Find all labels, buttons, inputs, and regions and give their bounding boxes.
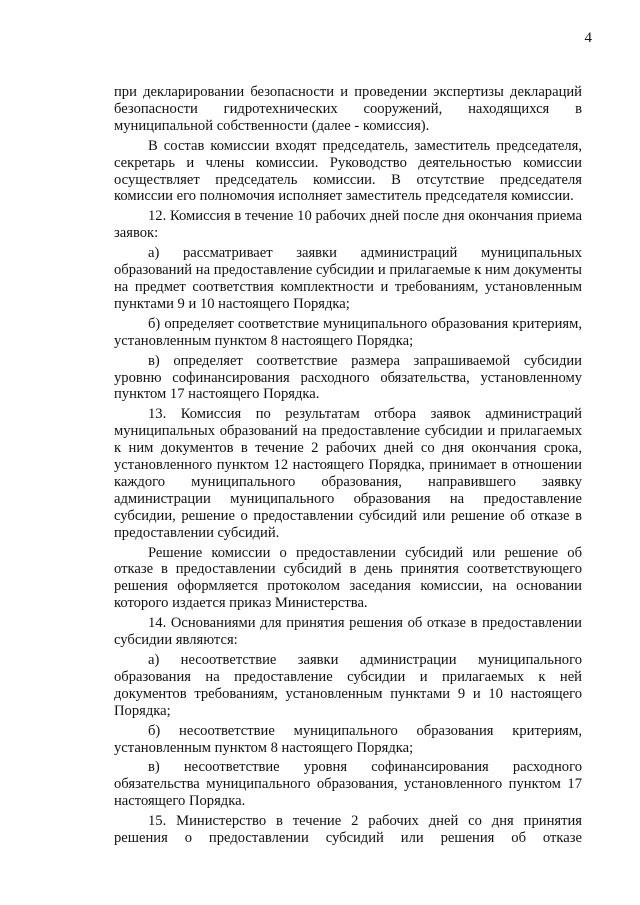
paragraph-item-14-c: в) несоответствие уровня софинансирования расходного обязательства муниципального образования, установленного пунктом 17 настоящего Порядка. xyxy=(114,759,582,810)
page-number: 4 xyxy=(584,30,592,46)
paragraph-item-12-b: б) определяет соответствие муниципального образования критериям, установленным пунктом 8 настоящего Порядка; xyxy=(114,315,582,349)
paragraph-commission-intro: при декларировании безопасности и проведении экспертизы деклараций безопасности гидротехнических сооружений, находящихся в муниципальной собственности (далее - комиссия). xyxy=(114,84,582,134)
paragraph-item-13: 13. Комиссия по результатам отбора заявок администраций муниципальных образований на предоставление субсидии и прилагаемых к ним документов в течение 2 рабочих дней со дня окончания срока, установленного пунктом 12 настоящего Порядка, принимает в отношении каждого муниципального образования, направившего заявку администрации муниципального образования на предоставление субсидии, решение о предоставлении субсидий или решение об отказе в предоставлении субсидий. xyxy=(114,406,582,541)
paragraph-item-14-a: а) несоответствие заявки администрации муниципального образования на предоставление субсидии и прилагаемых к ней документов требованиям, установленным пунктами 9 и 10 настоящего Порядка; xyxy=(114,652,582,719)
paragraph-commission-decision: Решение комиссии о предоставлении субсидий или решение об отказе в предоставлении субсидий в день принятия соответствующего решения оформляется протоколом заседания комиссии, на основании которого издается приказ Министерства. xyxy=(114,544,582,612)
paragraph-item-12-a: а) рассматривает заявки администраций муниципальных образований на предоставление субсидии и прилагаемые к ним документы на предмет соответствия комплектности и требованиям, установленным пунктами 9 и 10 настоящего Порядка; xyxy=(114,245,582,312)
paragraph-item-12-c: в) определяет соответствие размера запрашиваемой субсидии уровню софинансирования расходного обязательства, установленному пунктом 17 настоящего Порядка. xyxy=(114,352,582,403)
paragraph-item-14-b: б) несоответствие муниципального образования критериям, установленным пунктом 8 настоящего Порядка; xyxy=(114,722,582,756)
paragraph-item-15: 15. Министерство в течение 2 рабочих дней со дня принятия решения о предоставлении субсидий или решения об отказе xyxy=(114,813,582,847)
paragraph-commission-composition: В состав комиссии входят председатель, заместитель председателя, секретарь и члены комиссии. Руководство деятельностью комиссии осуществляет председатель комиссии. В отсутствие председателя комиссии его полномочия исполняет заместитель председателя комиссии. xyxy=(114,137,582,205)
paragraph-item-14: 14. Основаниями для принятия решения об отказе в предоставлении субсидии являются: xyxy=(114,615,582,649)
paragraph-item-12: 12. Комиссия в течение 10 рабочих дней после дня окончания приема заявок: xyxy=(114,208,582,242)
document-body xyxy=(114,84,582,847)
